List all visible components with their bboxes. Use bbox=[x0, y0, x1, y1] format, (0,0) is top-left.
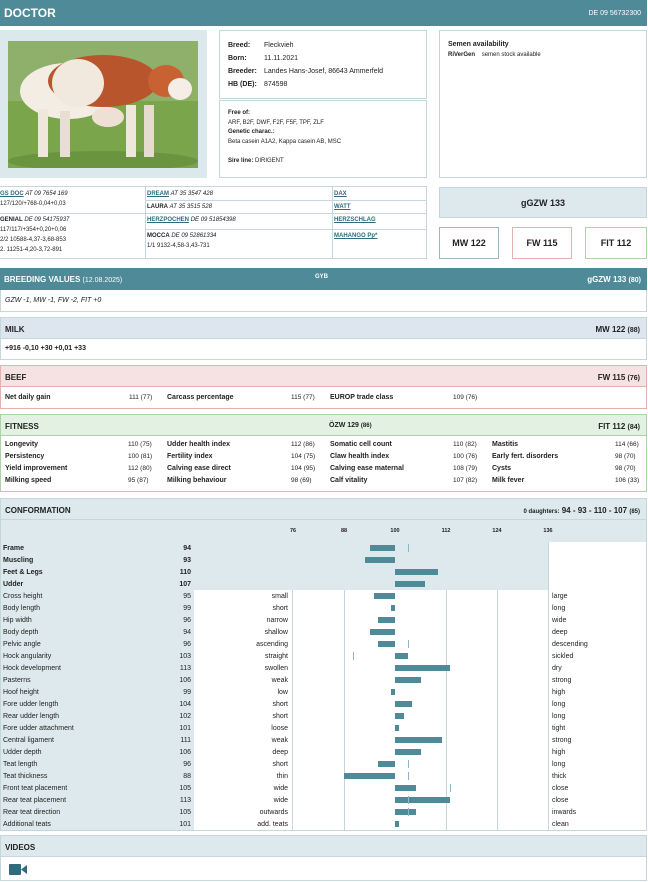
conformation-trait-label: Pasterns bbox=[3, 677, 31, 684]
conformation-trait-value: 96 bbox=[183, 761, 191, 768]
reference-tick bbox=[408, 760, 409, 768]
low-pole-label: wide bbox=[273, 797, 288, 804]
high-pole-label: long bbox=[552, 713, 566, 720]
conformation-bar bbox=[370, 629, 396, 635]
photo-panel bbox=[0, 30, 207, 178]
conformation-trait-label: Teat length bbox=[3, 761, 38, 768]
conformation-trait-label: Frame bbox=[3, 545, 25, 552]
milk-header bbox=[0, 317, 647, 339]
conformation-trait-value: 94 bbox=[183, 629, 191, 636]
conformation-bar bbox=[374, 593, 395, 599]
pedigree-ds bbox=[147, 214, 236, 225]
conformation-title: CONFORMATION bbox=[5, 506, 71, 515]
ozw-value: ÖZW 129 bbox=[329, 422, 359, 429]
conformation-trait-value: 102 bbox=[179, 713, 191, 720]
conformation-trait-value: 107 bbox=[179, 581, 191, 588]
fitness-trait-label: Yield improvement bbox=[5, 465, 68, 472]
pedigree-ss bbox=[147, 188, 213, 199]
breeding-date: (12.08.2025) bbox=[82, 277, 123, 284]
fitness-trait-value: 114 (66) bbox=[615, 441, 639, 448]
high-pole-label: descending bbox=[552, 641, 588, 648]
low-pole-label: wide bbox=[273, 785, 288, 792]
fitness-trait-label: Calving ease maternal bbox=[330, 465, 404, 472]
high-pole-label: strong bbox=[552, 737, 572, 744]
high-pole-label: close bbox=[552, 785, 569, 792]
high-pole-label: long bbox=[552, 761, 566, 768]
breeding-values-header bbox=[0, 268, 647, 290]
conformation-bar bbox=[395, 797, 450, 803]
born-row bbox=[228, 55, 298, 62]
milk-value-wrap bbox=[596, 325, 640, 334]
breeding-title: BREEDING VALUES bbox=[4, 275, 81, 284]
beef-rel: (76) bbox=[627, 375, 640, 382]
high-pole-label: deep bbox=[552, 629, 568, 636]
breeder-label: Breeder: bbox=[228, 68, 257, 75]
conformation-trait-value: 113 bbox=[179, 797, 191, 804]
beef-value-wrap bbox=[598, 373, 640, 382]
top-bar bbox=[0, 0, 647, 26]
videos-header bbox=[0, 835, 647, 857]
conformation-header bbox=[0, 498, 647, 520]
sd-id: AT 35 3515 528 bbox=[169, 204, 212, 210]
beef-value: FW 115 bbox=[597, 373, 626, 382]
conformation-trait-label: Rear teat direction bbox=[3, 809, 61, 816]
semen-title: Semen availability bbox=[448, 41, 509, 48]
conformation-trait-value: 110 bbox=[179, 569, 191, 576]
scale-tick-label: 136 bbox=[543, 528, 553, 534]
dds-link[interactable]: MAHANGO Pp* bbox=[334, 233, 378, 239]
beef-body bbox=[0, 387, 647, 409]
dd-name: MOCCA bbox=[147, 233, 170, 239]
breed-label: Breed: bbox=[228, 42, 251, 49]
high-pole-label: strong bbox=[552, 677, 572, 684]
breed-row bbox=[228, 42, 294, 49]
high-pole-label: sickled bbox=[552, 653, 574, 660]
ss-id: AT 35 3547 428 bbox=[170, 191, 213, 197]
conformation-trait-label: Cross height bbox=[3, 593, 43, 600]
ozw-wrap bbox=[329, 422, 372, 429]
conformation-trait-value: 113 bbox=[179, 665, 191, 672]
high-pole-label: high bbox=[552, 689, 566, 696]
conformation-trait-label: Central ligament bbox=[3, 737, 54, 744]
fitness-trait-value: 110 (75) bbox=[128, 441, 152, 448]
fitness-trait-value: 104 (75) bbox=[291, 453, 316, 460]
fitness-trait-value: 95 (87) bbox=[128, 477, 149, 484]
breeder-row bbox=[228, 68, 383, 75]
fitness-trait-label: Persistency bbox=[5, 453, 45, 460]
beef-trait-label: Carcass percentage bbox=[167, 394, 234, 401]
semen-status: semen stock available bbox=[481, 52, 541, 58]
high-pole-label: high bbox=[552, 749, 566, 756]
sire-link[interactable]: GS DOC bbox=[0, 191, 24, 197]
fitness-rel: (84) bbox=[627, 424, 640, 431]
hb-number: DE 09 56732300 bbox=[588, 10, 641, 17]
dam-line3: 2. 11251-4,20-3,72-891 bbox=[0, 247, 63, 253]
conformation-bar bbox=[370, 545, 396, 551]
gyb-label: GYB bbox=[315, 274, 329, 280]
conformation-bar bbox=[344, 773, 395, 779]
info-panel bbox=[219, 30, 427, 99]
conformation-trait-label: Hock development bbox=[3, 665, 61, 672]
fitness-trait-label: Longevity bbox=[5, 441, 39, 448]
dd-id: DE 09 52861334 bbox=[171, 233, 217, 239]
breeding-title-wrap bbox=[4, 275, 122, 284]
breeder-value: Landes Hans-Josef, 86643 Ammerfeld bbox=[264, 68, 384, 75]
bull-photo[interactable] bbox=[8, 41, 198, 168]
milk-body bbox=[0, 339, 647, 360]
fitness-trait-label: Milking speed bbox=[5, 477, 52, 484]
scale-tick-label: 124 bbox=[492, 528, 502, 534]
conformation-trait-value: 101 bbox=[179, 821, 191, 828]
conformation-bar bbox=[395, 713, 404, 719]
high-pole-label: wide bbox=[552, 617, 567, 624]
conformation-trait-label: Pelvic angle bbox=[3, 641, 41, 648]
conformation-trait-label: Hock angularity bbox=[3, 653, 52, 660]
conformation-bar bbox=[378, 617, 395, 623]
breeding-rel: (80) bbox=[628, 277, 641, 284]
fitness-trait-value: 110 (82) bbox=[453, 441, 477, 448]
fitness-trait-label: Cysts bbox=[492, 465, 512, 472]
conformation-trait-value: 95 bbox=[183, 593, 191, 600]
conformation-bar bbox=[395, 821, 399, 827]
fitness-value: FIT 112 bbox=[598, 422, 626, 431]
conformation-bar bbox=[395, 701, 412, 707]
conformation-trait-label: Body length bbox=[3, 605, 40, 612]
low-pole-label: swollen bbox=[264, 665, 288, 672]
pedigree-dd bbox=[147, 230, 216, 251]
main-row-bg bbox=[1, 542, 548, 554]
conformation-trait-label: Hoof height bbox=[3, 689, 39, 696]
high-pole-label: close bbox=[552, 797, 569, 804]
hb-value: 874598 bbox=[264, 81, 288, 88]
fitness-trait-value: 100 (81) bbox=[128, 453, 153, 460]
conformation-trait-value: 111 bbox=[180, 737, 191, 744]
fitness-trait-label: Calf vitality bbox=[330, 477, 368, 484]
mw-box: MW 122 bbox=[439, 227, 499, 259]
pedigree-sd bbox=[147, 201, 212, 212]
fitness-trait-value: 112 (86) bbox=[291, 441, 315, 448]
conformation-summary-wrap bbox=[523, 506, 640, 515]
conformation-trait-label: Hip width bbox=[3, 617, 32, 624]
low-pole-label: short bbox=[272, 605, 288, 612]
sire-line-value: DIRIGENT bbox=[255, 158, 284, 165]
high-pole-label: dry bbox=[552, 665, 562, 672]
pedigree-sire bbox=[0, 188, 68, 209]
conformation-bar bbox=[365, 557, 395, 563]
main-row-bg bbox=[1, 566, 548, 578]
sire-line: 127/120/+768-0,04+0,03 bbox=[0, 201, 66, 207]
conformation-bar bbox=[391, 605, 395, 611]
beef-trait-label: Net daily gain bbox=[5, 394, 51, 401]
conformation-trait-value: 101 bbox=[179, 725, 191, 732]
reference-tick bbox=[353, 652, 354, 660]
low-pole-label: straight bbox=[265, 653, 288, 660]
ozw-rel: (86) bbox=[360, 423, 372, 429]
scale-tick-label: 100 bbox=[390, 528, 400, 534]
ds-link[interactable]: HERZPOCHEN bbox=[147, 217, 190, 223]
fitness-trait-value: 98 (70) bbox=[615, 453, 636, 460]
scale-gridline bbox=[548, 542, 549, 831]
milk-rel: (88) bbox=[627, 327, 640, 334]
low-pole-label: shallow bbox=[264, 629, 288, 636]
conformation-trait-label: Udder bbox=[3, 581, 24, 588]
conformation-bar bbox=[378, 761, 395, 767]
reference-tick bbox=[408, 640, 409, 648]
videos-title: VIDEOS bbox=[5, 843, 36, 852]
dd-line: 1/1 9132-4,58-3,43-731 bbox=[147, 243, 210, 249]
conformation-rel: (85) bbox=[629, 509, 640, 515]
ds-id: DE 09 51854398 bbox=[190, 217, 236, 223]
conformation-bar bbox=[395, 785, 416, 791]
genetics-panel bbox=[219, 100, 427, 178]
fitness-trait-value: 107 (82) bbox=[453, 477, 478, 484]
dam-line1: 117/117/+354+0,20+0,06 bbox=[0, 227, 67, 233]
high-pole-label: large bbox=[552, 593, 568, 600]
free-of-title: Free of: bbox=[228, 110, 251, 116]
low-pole-label: short bbox=[272, 761, 288, 768]
conformation-trait-value: 106 bbox=[179, 749, 191, 756]
reference-tick bbox=[408, 772, 409, 780]
conformation-bar bbox=[395, 809, 416, 815]
sss-link[interactable]: DAX bbox=[334, 191, 347, 197]
fitness-title: FITNESS bbox=[5, 422, 39, 431]
high-pole-label: inwards bbox=[552, 809, 577, 816]
low-pole-label: weak bbox=[271, 737, 288, 744]
dss-link[interactable]: HERZSCHLAG bbox=[334, 217, 376, 223]
breeding-values-body bbox=[0, 290, 647, 312]
fitness-trait-label: Claw health index bbox=[330, 453, 390, 460]
conformation-bar bbox=[395, 737, 442, 743]
fitness-trait-label: Early fert. disorders bbox=[492, 453, 559, 460]
breed-value: Fleckvieh bbox=[264, 42, 294, 49]
conformation-trait-value: 103 bbox=[179, 653, 191, 660]
high-pole-label: thick bbox=[552, 773, 567, 780]
fitness-trait-value: 104 (95) bbox=[291, 465, 316, 472]
fitness-body bbox=[0, 436, 647, 492]
fitness-trait-value: 106 (33) bbox=[615, 477, 640, 484]
fitness-trait-value: 98 (70) bbox=[615, 465, 636, 472]
conformation-bar bbox=[395, 665, 450, 671]
fitness-trait-value: 108 (79) bbox=[453, 465, 478, 472]
conformation-trait-label: Fore udder length bbox=[3, 701, 59, 708]
low-pole-label: short bbox=[272, 701, 288, 708]
ss-link[interactable]: DREAM bbox=[147, 191, 169, 197]
beef-header bbox=[0, 365, 647, 387]
conformation-trait-label: Rear teat placement bbox=[3, 797, 67, 804]
fitness-value-wrap bbox=[598, 422, 640, 431]
bull-name: DOCTOR bbox=[4, 6, 56, 20]
conformation-trait-value: 105 bbox=[179, 785, 191, 792]
dam-line2: 2/2 10588-4,37-3,68-853 bbox=[0, 237, 67, 243]
scale-tick-label: 76 bbox=[289, 528, 297, 534]
fw-box: FW 115 bbox=[512, 227, 572, 259]
low-pole-label: weak bbox=[271, 677, 288, 684]
sd-name: LAURA bbox=[147, 204, 168, 210]
fitness-trait-label: Fertility index bbox=[167, 453, 213, 460]
conformation-trait-value: 106 bbox=[179, 677, 191, 684]
conformation-trait-value: 96 bbox=[183, 617, 191, 624]
high-pole-label: long bbox=[552, 605, 566, 612]
low-pole-label: add. teats bbox=[257, 821, 288, 828]
hb-label: HB (DE): bbox=[228, 81, 257, 88]
reference-tick bbox=[408, 544, 409, 552]
free-of-value: ARF, B2F, DWF, F2F, F5F, TPF, ZLF bbox=[228, 119, 324, 126]
milk-value: MW 122 bbox=[595, 325, 626, 334]
scale-tick-label: 112 bbox=[441, 528, 451, 534]
fitness-trait-label: Udder health index bbox=[167, 441, 231, 448]
video-camera-icon[interactable] bbox=[9, 864, 27, 877]
low-pole-label: loose bbox=[271, 725, 288, 732]
conformation-trait-label: Front teat placement bbox=[3, 785, 68, 792]
conformation-trait-value: 105 bbox=[179, 809, 191, 816]
high-pole-label: long bbox=[552, 701, 566, 708]
breeding-value: gGZW 133 bbox=[587, 275, 627, 284]
conformation-trait-label: Teat thickness bbox=[3, 773, 48, 780]
dam-name: GENIAL bbox=[0, 217, 23, 223]
reference-tick bbox=[450, 784, 451, 792]
milk-sub: +916 -0,10 +30 +0,01 +33 bbox=[5, 345, 86, 352]
ssd-link[interactable]: WATT bbox=[334, 204, 351, 210]
genetic-value: Beta casein A1A2, Kappa casein AB, MSC bbox=[228, 138, 342, 145]
beef-trait-value: 111 (77) bbox=[129, 394, 153, 401]
conformation-trait-label: Rear udder length bbox=[3, 713, 60, 720]
low-pole-label: deep bbox=[272, 749, 288, 756]
hb-row bbox=[228, 81, 287, 88]
born-label: Born: bbox=[228, 55, 247, 62]
low-pole-label: low bbox=[277, 689, 288, 696]
beef-title: BEEF bbox=[5, 373, 27, 382]
scale-row bbox=[1, 520, 646, 542]
conformation-trait-value: 104 bbox=[179, 701, 191, 708]
low-pole-label: outwards bbox=[259, 809, 288, 816]
fitness-trait-value: 98 (69) bbox=[291, 477, 312, 484]
conformation-summary: 94 - 93 - 110 - 107 bbox=[561, 506, 628, 515]
reference-tick bbox=[408, 808, 409, 816]
videos-body bbox=[0, 857, 647, 881]
low-pole-label: thin bbox=[276, 773, 288, 780]
breeding-sub: GZW -1, MW -1, FW -2, FIT +0 bbox=[5, 297, 102, 304]
conformation-trait-label: Additional teats bbox=[3, 821, 51, 828]
pedigree-dam bbox=[0, 214, 69, 255]
conformation-trait-value: 94 bbox=[183, 545, 191, 552]
fitness-header bbox=[0, 414, 647, 436]
sire-id: AT 09 7654 169 bbox=[25, 191, 68, 197]
conformation-bar bbox=[395, 581, 425, 587]
fit-box: FIT 112 bbox=[585, 227, 647, 259]
conformation-bar bbox=[395, 725, 399, 731]
conformation-trait-label: Feet & Legs bbox=[3, 569, 43, 576]
low-pole-label: ascending bbox=[256, 641, 288, 648]
main-row-bg bbox=[1, 554, 548, 566]
conformation-trait-label: Fore udder attachment bbox=[3, 725, 74, 732]
beef-trait-label: EUROP trade class bbox=[330, 394, 394, 401]
born-value: 11.11.2021 bbox=[264, 55, 298, 62]
conformation-trait-value: 96 bbox=[183, 641, 191, 648]
pedigree bbox=[0, 186, 427, 259]
conformation-bar bbox=[395, 569, 438, 575]
dam-id: DE 09 54175937 bbox=[24, 217, 70, 223]
main-row-bg bbox=[1, 578, 548, 590]
conformation-bar bbox=[395, 749, 421, 755]
fitness-trait-label: Calving ease direct bbox=[167, 465, 231, 472]
low-pole-label: narrow bbox=[266, 617, 288, 624]
conformation-body bbox=[0, 520, 647, 831]
conformation-bar bbox=[395, 677, 421, 683]
sire-line-label: Sire line: bbox=[228, 158, 254, 165]
conformation-bar bbox=[378, 641, 395, 647]
semen-row bbox=[448, 52, 638, 58]
genetic-title: Genetic charac.: bbox=[228, 129, 275, 136]
fitness-trait-label: Mastitis bbox=[492, 441, 519, 448]
milk-title: MILK bbox=[5, 325, 25, 334]
breeding-value-wrap bbox=[587, 275, 641, 284]
conformation-bar bbox=[391, 689, 395, 695]
fitness-trait-label: Milking behaviour bbox=[167, 477, 227, 484]
fitness-trait-value: 100 (76) bbox=[453, 453, 478, 460]
fitness-trait-label: Milk fever bbox=[492, 477, 525, 484]
semen-org[interactable]: RiVerGen bbox=[448, 52, 476, 58]
conformation-bar bbox=[395, 653, 408, 659]
daughters-label: 0 daughters: bbox=[523, 509, 560, 515]
reference-tick bbox=[408, 796, 409, 804]
conformation-trait-label: Udder depth bbox=[3, 749, 42, 756]
sire-line bbox=[228, 157, 418, 167]
beef-trait-value: 115 (77) bbox=[291, 394, 315, 401]
conformation-trait-label: Body depth bbox=[3, 629, 39, 636]
high-pole-label: clean bbox=[552, 821, 569, 828]
scale-tick-label: 88 bbox=[340, 528, 348, 534]
high-pole-label: tight bbox=[552, 725, 566, 732]
beef-trait-value: 109 (76) bbox=[453, 394, 478, 401]
conformation-trait-value: 99 bbox=[183, 689, 191, 696]
conformation-trait-value: 88 bbox=[183, 773, 191, 780]
semen-panel bbox=[439, 30, 647, 178]
low-pole-label: small bbox=[271, 593, 288, 600]
low-pole-label: short bbox=[272, 713, 288, 720]
conformation-trait-value: 93 bbox=[183, 557, 191, 564]
fitness-trait-label: Somatic cell count bbox=[330, 441, 392, 448]
ggzw-box: gGZW 133 bbox=[439, 187, 647, 218]
conformation-trait-value: 99 bbox=[183, 605, 191, 612]
fitness-trait-value: 112 (80) bbox=[128, 465, 152, 472]
conformation-trait-label: Muscling bbox=[3, 557, 34, 564]
